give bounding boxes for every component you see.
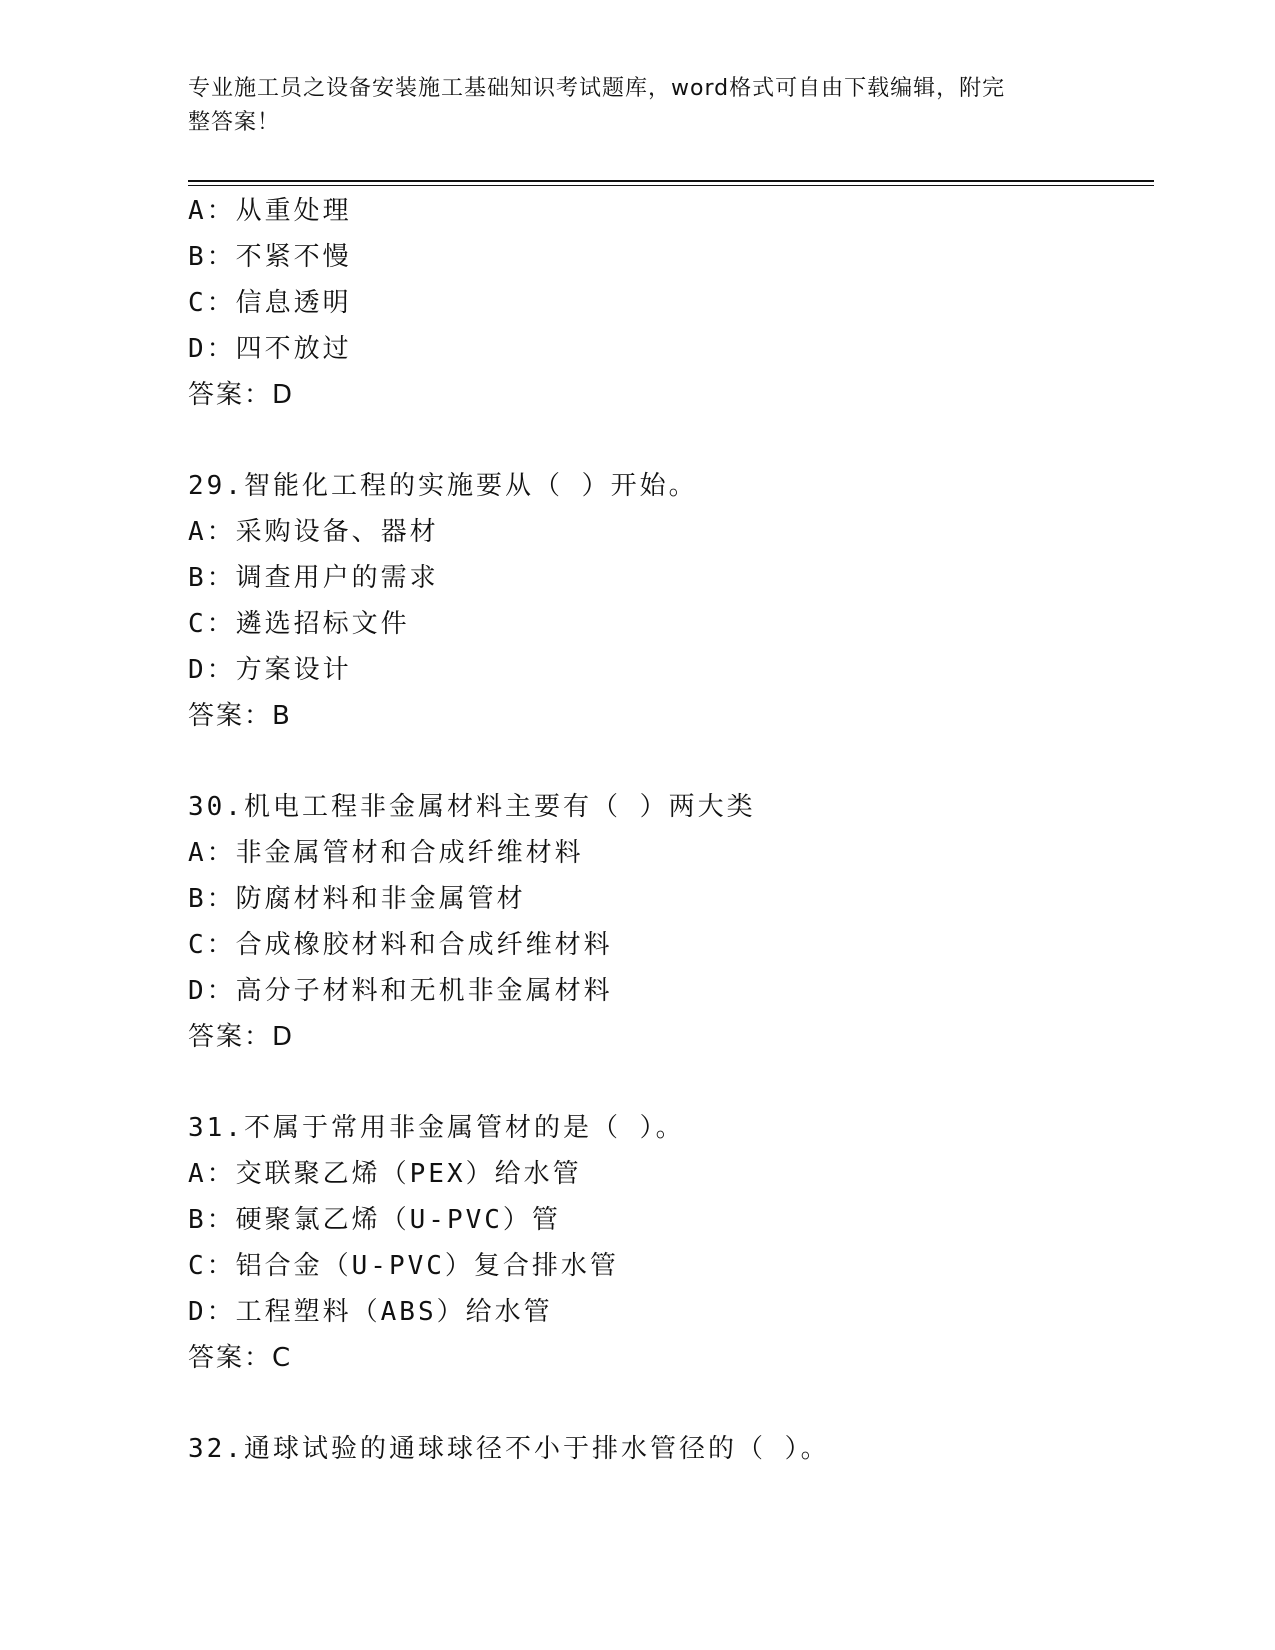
header-title-line-1: 专业施工员之设备安装施工基础知识考试题库，word格式可自由下载编辑，附完 bbox=[188, 76, 1006, 101]
question-block-29 bbox=[188, 463, 1154, 739]
option-b: B：不紧不慢 bbox=[188, 242, 352, 272]
document-header bbox=[188, 72, 1068, 140]
answer-line: 答案：D bbox=[188, 1022, 295, 1052]
option-d: D：四不放过 bbox=[188, 334, 352, 364]
header-divider-thin bbox=[188, 185, 1154, 186]
option-a: A：采购设备、器材 bbox=[188, 517, 439, 547]
option-a: A：交联聚乙烯（PEX）给水管 bbox=[188, 1159, 582, 1189]
option-b: B：调查用户的需求 bbox=[188, 563, 439, 593]
answer-line: 答案：D bbox=[188, 380, 295, 410]
question-stem: 31.不属于常用非金属管材的是（ ）。 bbox=[188, 1113, 685, 1143]
question-block-32 bbox=[188, 1426, 1154, 1472]
question-block-28 bbox=[188, 188, 1154, 418]
question-block-31 bbox=[188, 1105, 1154, 1381]
option-c: C：遴选招标文件 bbox=[188, 609, 410, 639]
answer-line: 答案：B bbox=[188, 701, 292, 731]
question-gap bbox=[188, 1060, 1154, 1105]
option-c: C：信息透明 bbox=[188, 288, 352, 318]
question-gap bbox=[188, 739, 1154, 784]
question-gap bbox=[188, 1381, 1154, 1426]
answer-line: 答案：C bbox=[188, 1343, 293, 1373]
question-stem: 30.机电工程非金属材料主要有（ ）两大类 bbox=[188, 792, 756, 822]
header-title-line-2: 整答案！ bbox=[188, 110, 281, 135]
option-b: B：硬聚氯乙烯（U-PVC）管 bbox=[188, 1205, 561, 1235]
question-list bbox=[188, 188, 1154, 1472]
question-stem: 32.通球试验的通球球径不小于排水管径的（ ）。 bbox=[188, 1434, 830, 1464]
option-d: D：高分子材料和无机非金属材料 bbox=[188, 976, 613, 1006]
option-a: A：非金属管材和合成纤维材料 bbox=[188, 838, 584, 868]
question-stem: 29.智能化工程的实施要从（ ）开始。 bbox=[188, 471, 698, 501]
option-c: C：合成橡胶材料和合成纤维材料 bbox=[188, 930, 613, 960]
option-d: D：工程塑料（ABS）给水管 bbox=[188, 1297, 553, 1327]
question-gap bbox=[188, 418, 1154, 463]
option-d: D：方案设计 bbox=[188, 655, 352, 685]
question-block-30 bbox=[188, 784, 1154, 1060]
option-b: B：防腐材料和非金属管材 bbox=[188, 884, 526, 914]
option-c: C：铝合金（U-PVC）复合排水管 bbox=[188, 1251, 619, 1281]
header-divider-thick bbox=[188, 180, 1154, 182]
option-a: A：从重处理 bbox=[188, 196, 352, 226]
